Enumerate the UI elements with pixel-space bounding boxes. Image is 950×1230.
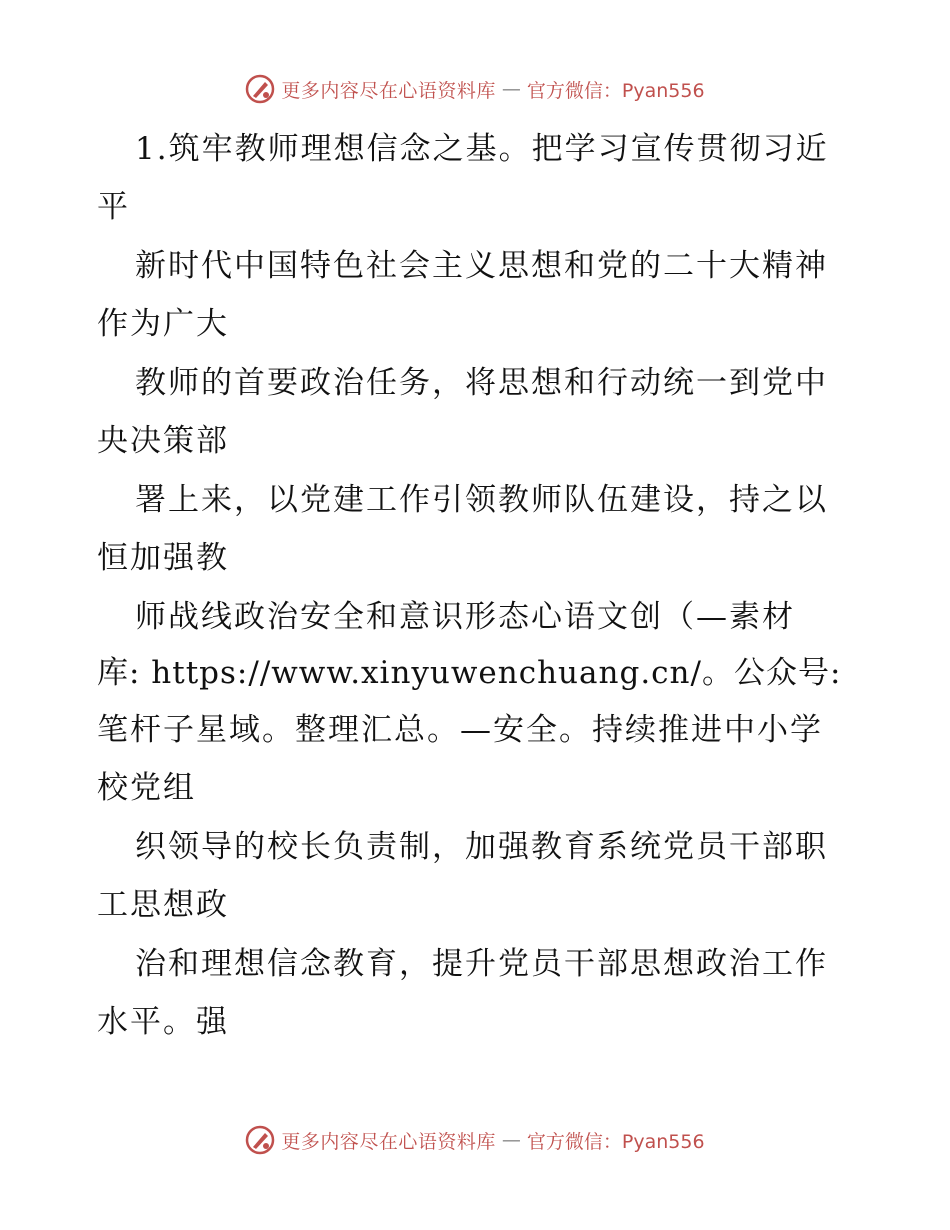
header-wechat: 官方微信：Pyan556 bbox=[526, 79, 705, 102]
text-line: 织领导的校长负责制，加强教育系统党员干部职 bbox=[135, 829, 828, 865]
header-dash: — bbox=[501, 78, 521, 100]
footer-banner bbox=[0, 1123, 950, 1157]
text-line: 新时代中国特色社会主义思想和党的二十大精神 bbox=[135, 248, 828, 284]
text-line: 央决策部 bbox=[97, 423, 229, 459]
text-line: 笔杆子星域。整理汇总。—安全。持续推进中小学 bbox=[97, 712, 823, 748]
header-text: 更多内容尽在心语资料库 bbox=[281, 79, 496, 102]
text-line: 库: https://www.xinyuwenchuang.cn/。公众号: bbox=[97, 655, 842, 691]
pen-logo-icon bbox=[245, 1125, 275, 1155]
text-line: 教师的首要政治任务，将思想和行动统一到党中 bbox=[135, 365, 828, 401]
text-line: 1.筑牢教师理想信念之基。把学习宣传贯彻习近 bbox=[135, 131, 829, 167]
footer-dash: — bbox=[501, 1129, 521, 1151]
text-line: 师战线政治安全和意识形态心语文创（—素材 bbox=[135, 599, 795, 635]
text-line: 署上来，以党建工作引领教师队伍建设，持之以 bbox=[135, 482, 828, 518]
pen-logo-icon bbox=[245, 74, 275, 104]
text-line: 作为广大 bbox=[97, 306, 229, 342]
text-line: 校党组 bbox=[97, 770, 196, 806]
footer-text: 更多内容尽在心语资料库 bbox=[281, 1130, 496, 1153]
text-line: 平 bbox=[97, 189, 130, 225]
text-line: 治和理想信念教育，提升党员干部思想政治工作 bbox=[135, 946, 828, 982]
footer-wechat: 官方微信：Pyan556 bbox=[526, 1130, 705, 1153]
text-line: 恒加强教 bbox=[97, 540, 229, 576]
text-line: 工思想政 bbox=[97, 887, 229, 923]
text-line: 水平。强 bbox=[97, 1004, 229, 1040]
header-banner bbox=[0, 72, 950, 106]
